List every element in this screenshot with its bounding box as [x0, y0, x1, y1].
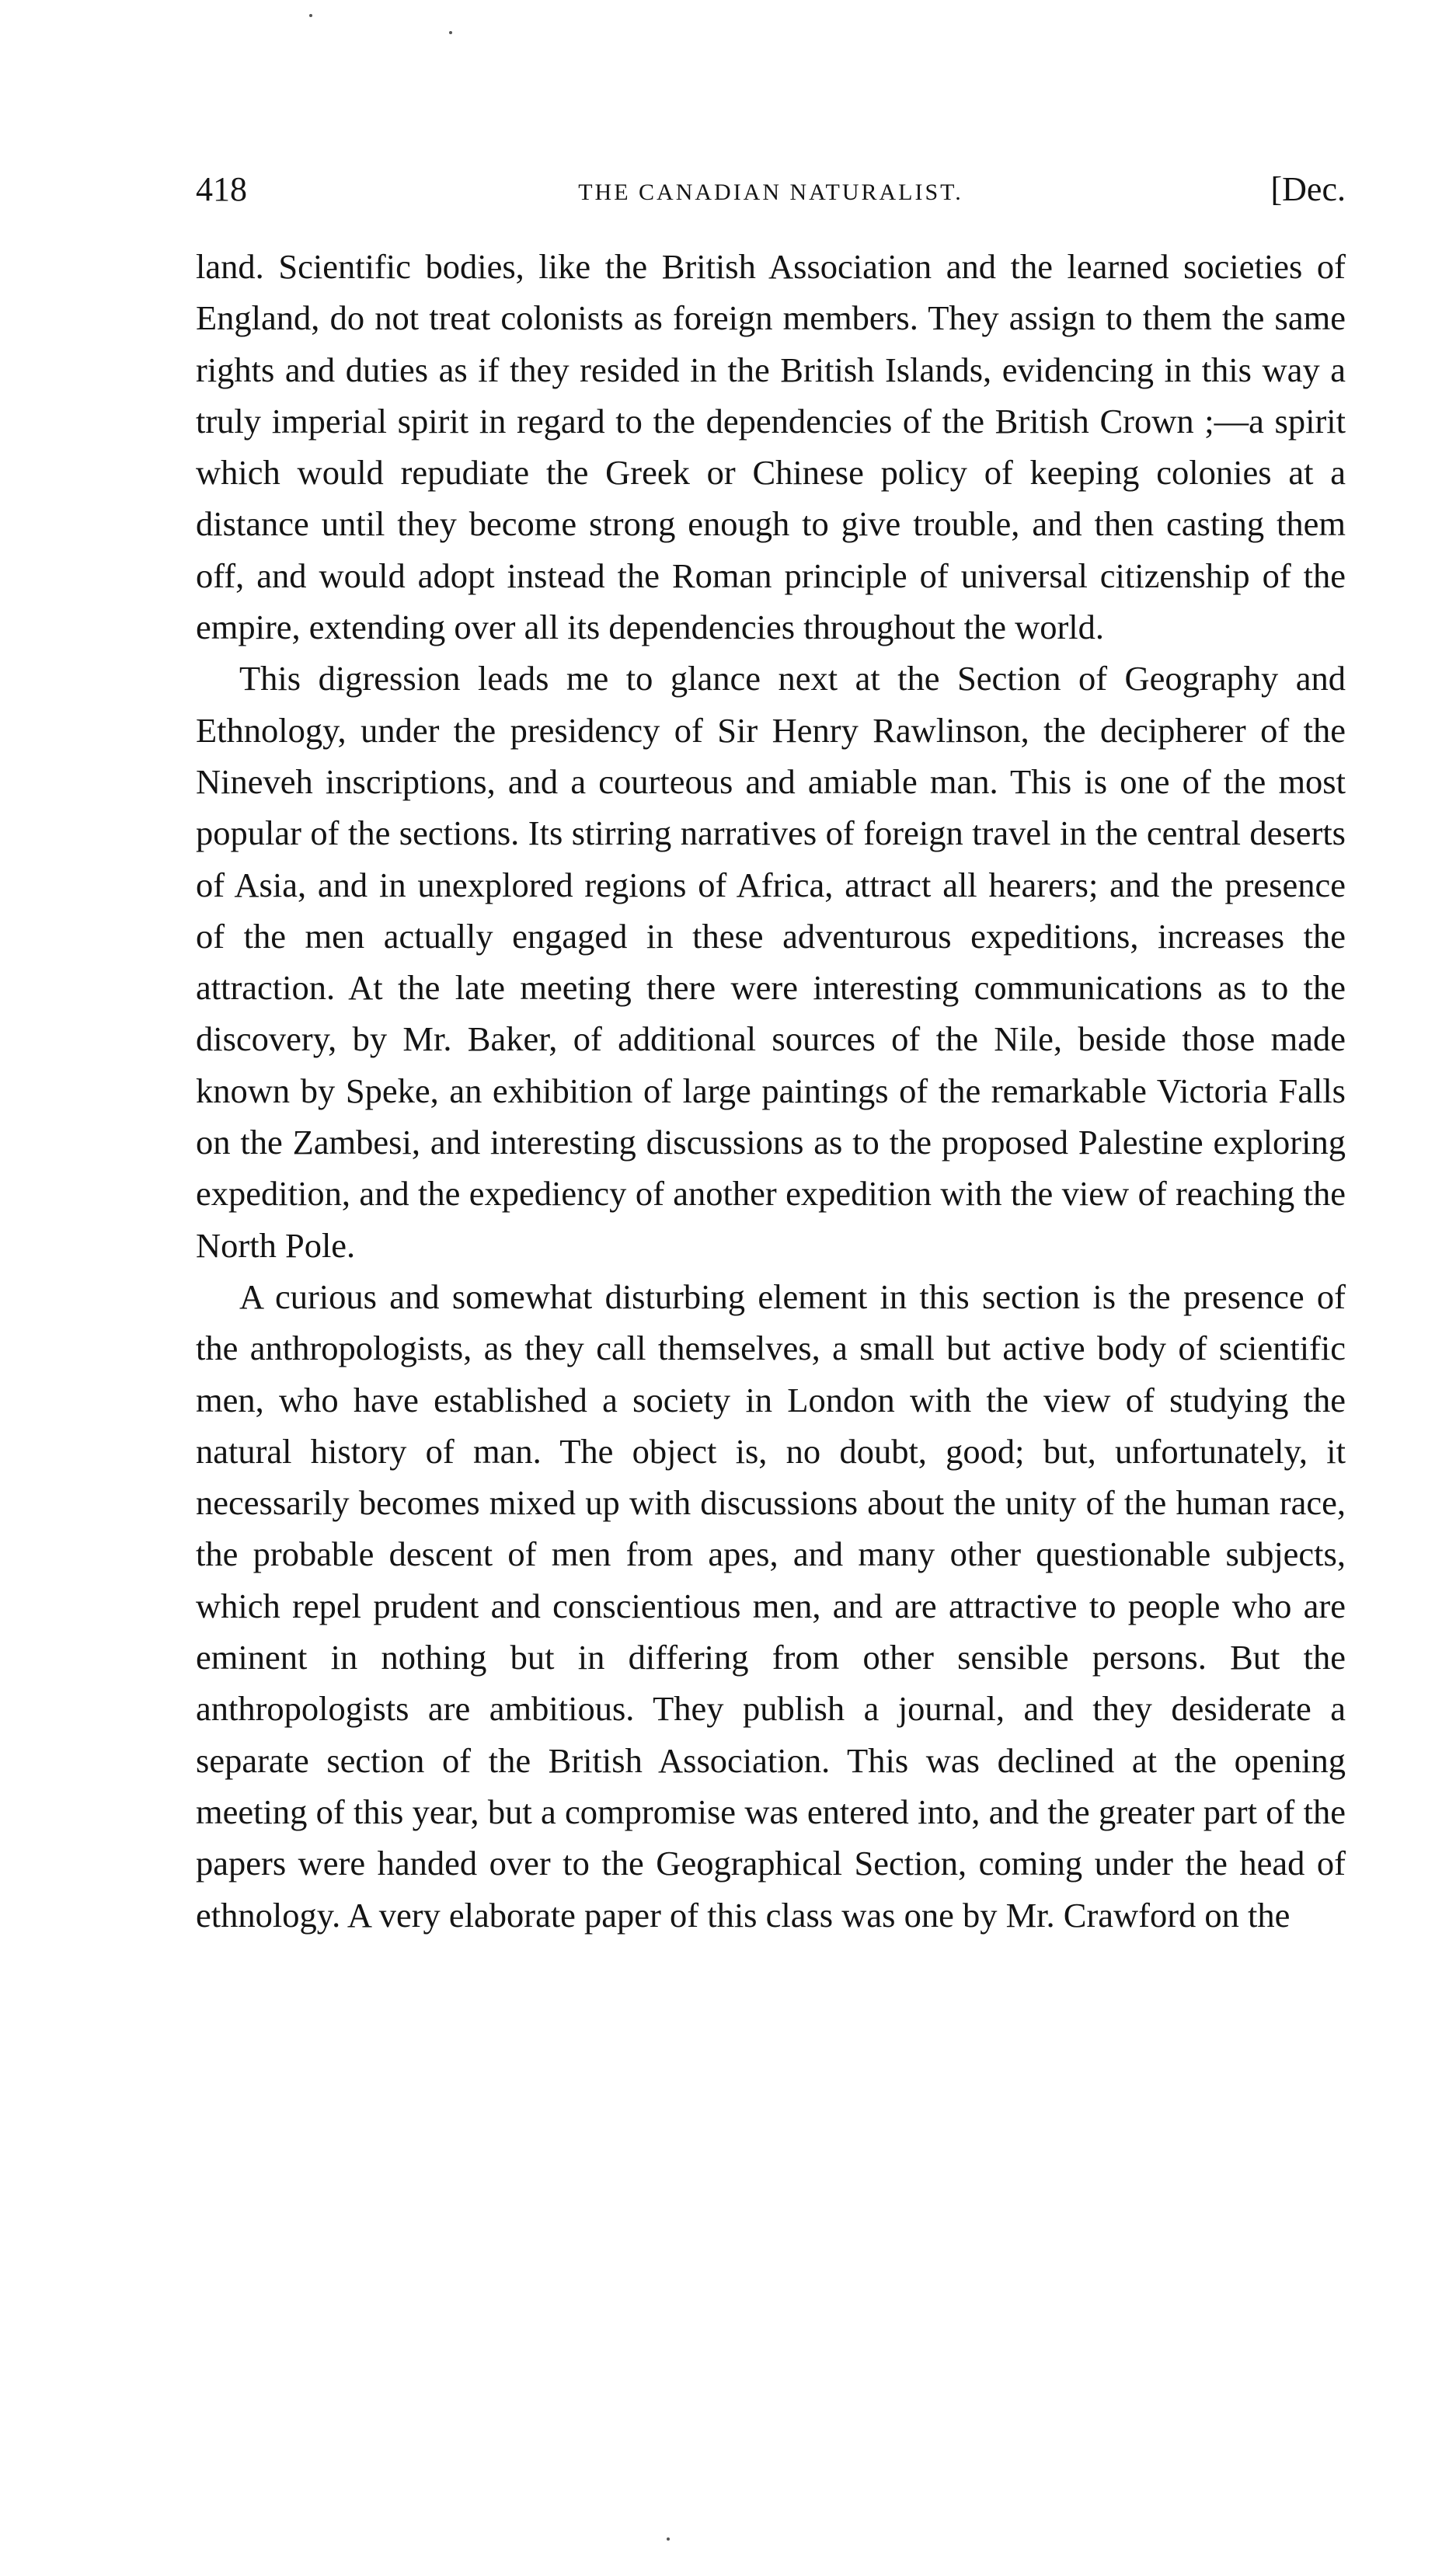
paragraph-anthropologists: A curious and somewhat disturbing element in this section is the presence of the anthropologists, as they call themselves, a small but active body of scientific men, who have established a society in London with the view of studying the natural history of man. The object is, no doubt, good; but, unfortunately, it necessarily becomes mixed up with discussions about the unity of the human race, the probable descent of men from apes, and many other questionable subjects, which repel prudent and conscientious men, and are attractive to people who are eminent in nothing but in differing from other sensible persons. But the anthropologists are ambitious. They publish a journal, and they desiderate a separate section of the British Association. This was declined at the opening meeting of this year, but a compromise was entered into, and the greater part of the papers were handed over to the Geographical Section, coming under the head of ethnology. A very elaborate paper of this class was one by Mr. Crawford on the — [196, 1277, 1346, 1935]
paragraph-continuation: land. Scientific bodies, like the British Association and the learned societies of England, do not treat colonists as foreign members. They assign to them the same rights and duties as if they resided in the British Islands, evidencing in this way a truly imperial spirit in regard to the dependencies of the British Crown ;—a spirit which would repudiate the Greek or Chinese policy of keeping colonies at a distance until they become strong enough to give trouble, and then casting them off, and would adopt instead the Roman principle of universal citizenship of the empire, extending over all its dependencies throughout the world. — [196, 247, 1346, 647]
running-header — [196, 166, 1346, 213]
scan-speck — [449, 31, 452, 34]
running-date: [Dec. — [1270, 170, 1346, 208]
paragraph-geography-section: This digression leads me to glance next at the Section of Geography and Ethnology, under the presidency of Sir Henry Rawlinson, the decipherer of the Nineveh inscriptions, and a courteous and amiable man. This is one of the most popular of the sections. Its stirring narratives of foreign travel in the central deserts of Asia, and in unexplored regions of Africa, attract all hearers; and the presence of the men actually engaged in these adventurous expeditions, increases the attraction. At the late meeting there were interesting communications as to the discovery, by Mr. Baker, of additional sources of the Nile, beside those made known by Speke, an exhibition of large paintings of the remarkable Victoria Falls on the Zambesi, and interesting discussions as to the proposed Palestine exploring expedition, and the expediency of another expedition with the view of reaching the North Pole. — [196, 659, 1346, 1265]
body-text — [196, 241, 1346, 1941]
scan-speck — [667, 2537, 670, 2541]
page-number: 418 — [196, 170, 247, 208]
running-title: THE CANADIAN NATURALIST. — [578, 179, 963, 205]
scan-speck — [309, 14, 312, 17]
